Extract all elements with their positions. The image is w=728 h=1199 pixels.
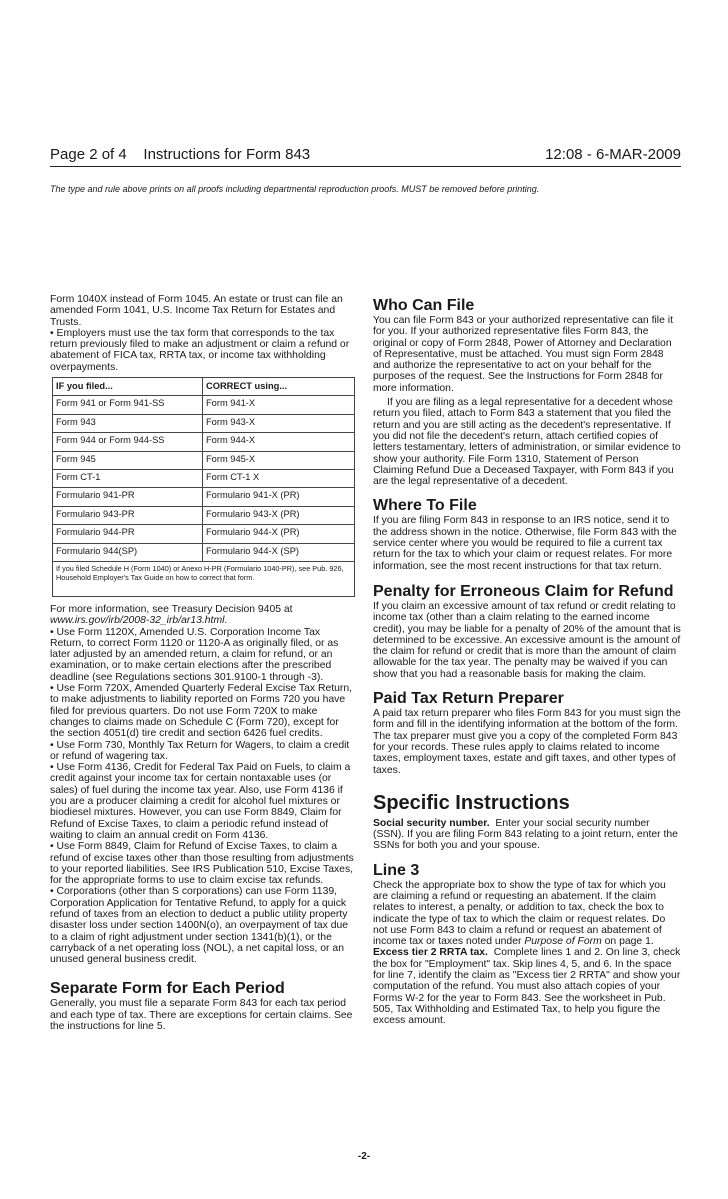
legal-representative-paragraph: If you are filing as a legal representative for a decedent whose return you filed, attach to Form 843 a statement that you filed the return and you are still acting as the decedent's representative. If you did not file the decedent's return, attach certified copies of letters testamentary, letters of administration, or similar evidence to show your authority. File Form 1310, Statement of Person Claiming Refund Due a Deceased Taxpayer, with Form 843 if you are the legal representative of a decedent.: [373, 397, 681, 488]
right-column: [373, 294, 684, 1027]
ssn-paragraph: [373, 818, 681, 852]
table-cell: Form 944-X: [203, 433, 355, 451]
who-can-file-paragraph: You can file Form 843 or your authorized representative can file it for you. If your authorized representative files Form 843, the original or copy of Form 2848, Power of Attorney and Declaration of Representative, must be attached. You must sign Form 2848 and authorize the representative to act on your behalf for the purposes of the request. See the Instructions for Form 2848 for more information.: [373, 315, 673, 394]
paid-preparer-heading: Paid Tax Return Preparer: [373, 690, 564, 708]
ssn-text: Enter your social security number (SSN). If you are filing Form 843 relating to a joint return, enter the SSNs for both you and your spouse.: [373, 817, 681, 852]
table-cell: Formulario 944-X (SP): [203, 543, 355, 561]
form-1120x-paragraph: • Use Form 1120X, Amended U.S. Corporation Income Tax Return, to correct Form 1120 or 1120-A as originally filed, or as later adjusted by an amended return, a claim for refund, or an examination, or to make certain elections after the prescribed deadline (see Regulations sections 301.9100-1 through -3).: [50, 626, 339, 683]
purpose-of-form-ref: Purpose of Form: [524, 936, 602, 948]
table-header-row: [53, 378, 355, 396]
table-row: [53, 488, 355, 506]
table-row: [53, 525, 355, 543]
intro-paragraph: Form 1040X instead of Form 1045. An estate or trust can file an amended Form 1041, U.S. Income Tax Return for Estates and Trusts.: [50, 294, 343, 328]
info-text: For more information, see Treasury Decision 9405 at: [50, 603, 293, 615]
table-row: [53, 470, 355, 488]
page-number: -2-: [357, 1151, 371, 1162]
table-row: [53, 433, 355, 451]
penalty-heading: Penalty for Erroneous Claim for Refund: [373, 582, 674, 600]
table-row: [53, 451, 355, 469]
who-can-file-heading: Who Can File: [373, 297, 475, 314]
irb-link[interactable]: www.irs.gov/irb/2008-32_irb/ar13.html: [50, 615, 225, 627]
table-cell: Formulario 944-X (PR): [203, 525, 355, 543]
page-header: [50, 146, 681, 167]
specific-instructions-heading: Specific Instructions: [373, 791, 570, 814]
corporations-paragraph: • Corporations (other than S corporations) can use Form 1139, Corporation Application for Tentative Refund, to apply for a quick refund of taxes from an election to deduct a public utility property disaster loss under section 1400N(o), an overpayment of tax due to a claim of right adjustment under section 1341(b)(1), or the carryback of a net operating loss (NOL), a net capital loss, or an unused general business credit.: [50, 886, 349, 966]
line-3-text: Check the appropriate box to show the type of tax for which you are claiming a refund or requesting an abatement. If the claim relates to interest, a penalty, or addition to tax, check the box to indicate the type of tax to which the claim or request relates. Do not use Form 843 to claim a refund or request an abatement of income tax or taxes noted under: [373, 879, 666, 948]
table-row: [53, 543, 355, 561]
header-left-text: Page 2 of 4 Instructions for Form 843: [50, 146, 311, 163]
correction-forms-table: [52, 377, 355, 597]
table-cell: Form 943: [53, 414, 203, 432]
line-3-paragraph: [373, 880, 681, 948]
table-note-row: [53, 561, 355, 596]
table-cell: Formulario 944(SP): [53, 543, 203, 561]
table-row: [53, 396, 355, 414]
rrta-paragraph: [373, 947, 684, 1027]
table-cell: Form 944 or Form 944-SS: [53, 433, 203, 451]
table-row: [53, 414, 355, 432]
table-cell: Form CT-1: [53, 470, 203, 488]
line-3-heading: Line 3: [373, 861, 420, 879]
table-cell: Formulario 944-PR: [53, 525, 203, 543]
ssn-label: Social security number.: [373, 817, 490, 829]
table-cell: Formulario 943-PR: [53, 506, 203, 524]
line-3-end: on page 1.: [601, 936, 654, 948]
table-header-cell: IF you filed...: [53, 378, 203, 396]
info-paragraph: [50, 604, 356, 627]
separate-form-paragraph: Generally, you must file a separate Form 843 for each tax period and each type of tax. There are exceptions for certain claims. See the instructions for line 5.: [50, 998, 353, 1033]
where-to-file-paragraph: If you are filing Form 843 in response to an IRS notice, send it to the address shown in the notice. Otherwise, file Form 843 with the service center where you would be required to file a current tax return for the tax to which your claim or request relates. For more information, see the most recent instructions for that tax return.: [373, 515, 677, 572]
penalty-paragraph: If you claim an excessive amount of tax refund or credit relating to income tax (other than a claim relating to the earned income credit), you may be liable for a penalty of 20% of the amount that is determined to be excessive. An excessive amount is the amount of the claim for refund or credit that is more than the amount of claim allowable for the tax year. The penalty may be waived if you can show that you had a reasonable basis for making the claim.: [373, 600, 681, 680]
separate-form-heading: Separate Form for Each Period: [50, 980, 285, 998]
employers-paragraph: • Employers must use the tax form that corresponds to the tax return previously filed to make an adjustment or claim a refund or abatement of FICA tax, RRTA tax, or income tax withholding overpayments.: [50, 327, 350, 373]
table-cell: Form 941 or Form 941-SS: [53, 396, 203, 414]
form-4136-paragraph: • Use Form 4136, Credit for Federal Tax Paid on Fuels, to claim a credit against your income tax for certain nontaxable uses (or sales) of fuel during the income tax year. Also, use Form 4136 if you are a producer claiming a credit for alcohol fuel mixtures or biodiesel mixtures. However, you can use Form 8849, Claim for Refund of Excise Taxes, to claim a periodic refund instead of waiting to claim an annual credit on Form 4136.: [50, 762, 351, 841]
header-date: 12:08 - 6-MAR-2009: [545, 146, 681, 163]
table-cell: Form 945-X: [203, 451, 355, 469]
table-cell: Form 943-X: [203, 414, 355, 432]
table-row: [53, 506, 355, 524]
where-to-file-heading: Where To File: [373, 497, 477, 515]
rrta-text: Complete lines 1 and 2. On line 3, check the box for "Employment" tax. Skip lines 4, 5, and 6. In the space for line 7, identify the claim as "Excess tier 2 RRTA" and show your computation of the refund. You must also attach copies of your Forms W-2 for the year to Form 843. See the worksheet in Pub. 505, Tax Withholding and Estimated Tax, to help you figure the excess amount.: [373, 947, 684, 1027]
table-cell: Form 941-X: [203, 396, 355, 414]
rrta-label: Excess tier 2 RRTA tax.: [373, 947, 488, 959]
table-cell: Formulario 941-PR: [53, 488, 203, 506]
table-note: If you filed Schedule H (Form 1040) or Anexo H-PR (Formulario 1040-PR), see Pub. 926, Household Employer's Tax Guide on how to correct that form.: [53, 561, 355, 596]
table-cell: Formulario 943-X (PR): [203, 506, 355, 524]
info-end: .: [224, 615, 228, 627]
left-column: [50, 294, 356, 1032]
form-720x-paragraph: • Use Form 720X, Amended Quarterly Federal Excise Tax Return, to make adjustments to liability reported on Forms 720 you have filed for previous quarters. Do not use Form 720X to make changes to claims made on Schedule C (Form 720), except for the section 4051(d) tire credit and section 6426 fuel credits.: [50, 683, 353, 740]
form-8849-paragraph: • Use Form 8849, Claim for Refund of Excise Taxes, to claim a refund of excise taxes other than those resulting from adjustments to your reported liabilities. See IRS Publication 510, Excise Taxes, for the appropriate forms to use to claim excise tax refunds.: [50, 841, 354, 887]
proof-note: The type and rule above prints on all proofs including departmental reproduction proofs. MUST be removed before printing.: [50, 184, 540, 194]
paid-preparer-paragraph: A paid tax return preparer who files Form 843 for you must sign the form and fill in the identifying information at the bottom of the form. The tax preparer must give you a copy of the completed Form 843 for your records. These rules apply to claims related to income taxes, employment taxes, estate and gift taxes, and other types of taxes.: [373, 708, 681, 776]
table-cell: Form 945: [53, 451, 203, 469]
form-730-paragraph: • Use Form 730, Monthly Tax Return for Wagers, to claim a credit or refund of wagering tax.: [50, 739, 350, 762]
table-cell: Form CT-1 X: [203, 470, 355, 488]
table-cell: Formulario 941-X (PR): [203, 488, 355, 506]
table-header-cell: CORRECT using...: [203, 378, 355, 396]
